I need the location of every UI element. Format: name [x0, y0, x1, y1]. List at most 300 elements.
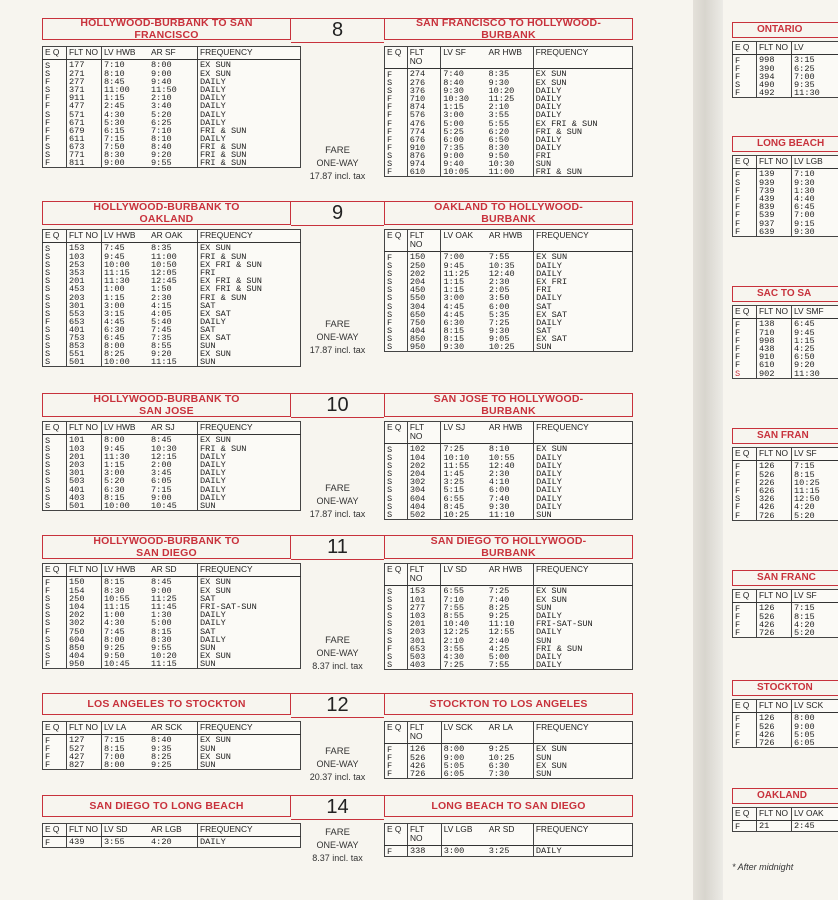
column-header: FLT NO	[67, 564, 102, 577]
table-cell: F	[45, 586, 51, 597]
table-cell: 10:00	[102, 358, 150, 367]
column-header: E Q	[43, 422, 67, 435]
table-cell: 6:45	[792, 203, 838, 211]
partial-route-section	[732, 570, 838, 639]
table-cell: 101	[407, 596, 441, 604]
table-cell: 874	[407, 103, 441, 111]
table-cell: 302	[407, 478, 441, 486]
table-row	[733, 361, 838, 369]
table-cell: 610	[407, 168, 441, 177]
route-title-return: LONG BEACH TO SAN DIEGO	[384, 795, 633, 817]
table-cell: EX FRI & SUN	[198, 277, 301, 285]
table-row	[385, 343, 633, 352]
table-header-row	[43, 422, 301, 435]
table-cell: 7:25	[488, 586, 510, 596]
table-cell: SAT	[198, 628, 301, 636]
table-cell: S	[45, 642, 51, 653]
table-header-row	[733, 808, 838, 821]
table-cell: 6:15	[102, 127, 150, 135]
table-cell: 726	[407, 770, 441, 779]
table-cell: DAILY	[198, 102, 301, 110]
table-cell: 6:05	[151, 476, 172, 487]
table-cell: 10:40	[441, 620, 487, 628]
table-row	[733, 65, 838, 73]
table-cell: 3:55	[488, 110, 510, 121]
table-cell: EX SUN	[198, 243, 301, 254]
table-cell: 8:25	[488, 603, 510, 614]
table-cell: 9:50	[488, 150, 510, 161]
column-header: AR HWB	[487, 230, 534, 252]
fare-type: ONE-WAY	[316, 840, 359, 850]
column-header: LV LA	[102, 722, 150, 735]
table-cell: 3:00	[441, 294, 487, 302]
table-cell: 12:50	[792, 495, 838, 503]
table-row	[733, 55, 838, 66]
column-header: LV LGB	[792, 156, 838, 169]
schedule-table	[384, 421, 633, 520]
table-row	[733, 353, 838, 361]
table-cell: 9:20	[151, 150, 172, 161]
table-cell: F	[387, 70, 393, 80]
column-header: FLT NO	[757, 156, 792, 169]
table-cell: 426	[757, 621, 792, 629]
table-cell: 4:20	[151, 837, 172, 847]
table-cell: 12:45	[151, 276, 177, 287]
table-cell: FRI	[533, 152, 632, 160]
table-cell: F	[45, 744, 51, 755]
column-header: FREQUENCY	[533, 824, 632, 846]
route-title-outbound: LOS ANGELES TO STOCKTON	[42, 693, 291, 715]
table-cell: F	[45, 101, 51, 112]
table-cell: 8:00	[102, 342, 150, 350]
table-row	[733, 345, 838, 353]
table-cell: 604	[407, 495, 441, 503]
table-cell: 10:30	[488, 159, 515, 170]
table-row	[733, 479, 838, 487]
table-cell: SUN	[198, 644, 301, 652]
table-cell: S	[387, 493, 393, 504]
table-cell: S	[387, 627, 393, 638]
table-cell: 2:10	[488, 102, 510, 113]
column-header: AR HWB	[487, 564, 534, 586]
route-title-outbound: HOLLYWOOD-BURBANK TO SAN FRANCISCO	[42, 18, 291, 40]
table-cell: EX SAT	[198, 334, 301, 342]
column-header: FREQUENCY	[533, 564, 632, 586]
table-cell: F	[735, 336, 741, 347]
table-cell: 6:30	[102, 486, 150, 494]
table-cell: F	[735, 486, 741, 497]
table-cell: S	[387, 333, 393, 344]
table-cell: 394	[757, 73, 792, 81]
table-cell: 673	[67, 143, 102, 151]
table-row	[385, 168, 633, 177]
table-header-row	[385, 47, 633, 69]
table-cell: SUN	[534, 343, 633, 352]
table-cell: F	[45, 578, 51, 588]
table-cell: F	[387, 126, 393, 137]
table-cell: 9:20	[151, 349, 172, 360]
table-cell: DAILY	[534, 503, 633, 511]
table-cell: EX SUN	[534, 252, 633, 263]
table-cell: 7:25	[488, 317, 510, 328]
table-cell: S	[45, 484, 51, 495]
schedule-table	[384, 563, 633, 670]
table-cell: DAILY	[534, 478, 633, 486]
table-cell: DAILY	[533, 111, 632, 119]
table-cell: 304	[407, 486, 441, 494]
table-cell: 353	[67, 269, 102, 277]
table-cell: 11:25	[488, 94, 515, 105]
table-cell: 3:55	[441, 645, 487, 653]
table-cell: 2:40	[488, 635, 510, 646]
table-cell: 226	[757, 479, 792, 487]
table-cell: 771	[67, 151, 102, 159]
table-cell: F	[45, 626, 51, 637]
table-cell: 539	[757, 211, 792, 219]
table-cell: 11:50	[151, 85, 177, 96]
table-cell: DAILY	[533, 103, 632, 111]
table-row	[43, 761, 301, 770]
column-header: E Q	[733, 306, 757, 319]
table-cell: 6:55	[441, 586, 487, 597]
table-cell: 9:30	[488, 501, 510, 512]
table-cell: 6:45	[792, 319, 838, 330]
table-cell: 404	[407, 503, 441, 511]
table-cell: 376	[407, 87, 441, 95]
table-cell: F	[735, 320, 741, 330]
table-cell: 8:15	[792, 613, 838, 621]
table-cell: 10:25	[792, 479, 838, 487]
table-row	[733, 329, 838, 337]
table-cell: 6:50	[488, 134, 510, 145]
table-cell: S	[45, 308, 51, 319]
table-cell: F	[387, 167, 393, 178]
table-cell: F	[45, 658, 51, 669]
table-cell: 6:05	[792, 739, 838, 748]
table-cell: 5:20	[102, 477, 150, 485]
column-header: E Q	[43, 47, 67, 60]
column-header: E Q	[385, 824, 408, 846]
route-number: 12	[291, 693, 384, 718]
table-cell: S	[387, 453, 393, 464]
table-row	[43, 660, 301, 669]
table-cell: 671	[67, 119, 102, 127]
table-cell: F	[387, 94, 393, 105]
table-cell: 10:25	[488, 342, 515, 353]
table-cell: DAILY	[198, 477, 301, 485]
column-header: AR LGB	[149, 824, 198, 837]
table-cell: 301	[407, 637, 441, 645]
table-cell: 750	[67, 628, 102, 636]
column-header: FREQUENCY	[198, 422, 301, 435]
table-cell: DAILY	[534, 294, 633, 302]
column-header: FLT NO	[757, 306, 792, 319]
table-cell: 6:05	[441, 770, 487, 779]
table-header-row	[385, 422, 633, 444]
table-cell: 7:10	[151, 125, 172, 136]
fare-type: ONE-WAY	[316, 759, 359, 769]
column-header: FREQUENCY	[534, 230, 633, 252]
table-cell: S	[45, 650, 51, 661]
table-cell: F	[735, 210, 741, 221]
table-cell: 853	[67, 342, 102, 350]
table-row	[43, 502, 301, 511]
table-cell: S	[45, 349, 51, 360]
table-cell: S	[45, 85, 51, 96]
table-cell: SUN	[198, 358, 301, 367]
partial-route-section	[732, 428, 838, 521]
table-cell: DAILY	[198, 119, 301, 127]
table-cell: 5:05	[792, 731, 838, 739]
table-cell: EX SUN	[533, 596, 632, 604]
table-row	[733, 81, 838, 89]
table-cell: S	[45, 284, 51, 295]
table-cell: 1:15	[102, 461, 150, 469]
table-cell: 8:00	[102, 636, 150, 644]
table-cell: 10:00	[102, 502, 150, 511]
table-cell: 910	[757, 353, 792, 361]
column-header: FREQUENCY	[534, 422, 633, 444]
column-header: LV SD	[441, 564, 487, 586]
table-cell: 726	[757, 512, 792, 521]
table-cell: 8:10	[151, 133, 172, 144]
table-cell: SUN	[533, 637, 632, 645]
table-cell: 604	[67, 636, 102, 644]
table-cell: 3:15	[102, 310, 150, 318]
table-cell: DAILY	[198, 78, 301, 86]
table-cell: 101	[67, 435, 102, 446]
table-cell: 301	[67, 469, 102, 477]
table-cell: 9:55	[151, 642, 172, 653]
table-cell: 9:30	[441, 87, 487, 95]
table-cell: S	[387, 150, 393, 161]
table-cell: F	[735, 722, 741, 733]
column-header: LV HWB	[102, 47, 150, 60]
table-cell: 21	[757, 821, 792, 832]
table-cell: DAILY	[534, 454, 633, 462]
table-cell: 11:15	[102, 269, 150, 277]
table-cell: 153	[67, 243, 102, 254]
fare-type: ONE-WAY	[316, 158, 359, 168]
table-cell: 338	[407, 846, 441, 857]
table-cell: 427	[67, 753, 102, 761]
table-cell: EX SUN	[198, 753, 301, 761]
table-cell: F	[45, 125, 51, 136]
table-cell: 8:25	[151, 752, 172, 763]
table-cell: S	[45, 452, 51, 463]
fare-label: FARE	[325, 827, 350, 838]
column-header: LV SF	[441, 47, 487, 69]
table-header-row	[385, 230, 633, 252]
table-cell: 4:30	[102, 619, 150, 627]
schedule-table	[732, 155, 838, 237]
table-cell: 403	[407, 661, 441, 670]
table-cell: 8:15	[151, 626, 172, 637]
table-cell: 7:50	[102, 143, 150, 151]
table-cell: 5:00	[151, 618, 172, 629]
table-cell: 4:20	[792, 503, 838, 511]
table-cell: EX SUN	[533, 762, 632, 770]
table-cell: SUN	[534, 511, 633, 520]
table-cell: 277	[407, 604, 441, 612]
table-cell: 553	[67, 310, 102, 318]
table-cell: 7:45	[102, 243, 150, 254]
table-cell: EX SUN	[533, 744, 632, 755]
table-cell: S	[387, 78, 393, 89]
table-cell: 271	[67, 70, 102, 78]
table-cell: F	[735, 218, 741, 229]
table-cell: F	[735, 738, 741, 749]
table-cell: 8:40	[441, 79, 487, 87]
table-cell: F	[45, 760, 51, 771]
table-cell: 4:45	[441, 311, 487, 319]
table-cell: 201	[407, 620, 441, 628]
table-cell: 9:45	[441, 262, 487, 270]
table-cell: FRI & SUN	[198, 253, 301, 261]
table-row	[733, 739, 838, 748]
table-cell: 2:10	[151, 93, 172, 104]
table-cell: 6:30	[488, 761, 510, 772]
table-cell: 7:15	[792, 603, 838, 614]
table-cell: 8:45	[441, 503, 487, 511]
route-title-outbound: HOLLYWOOD-BURBANK TO SAN DIEGO	[42, 535, 291, 559]
column-header: E Q	[385, 230, 408, 252]
table-header-row	[733, 156, 838, 169]
table-cell: 371	[67, 86, 102, 94]
table-cell: 710	[757, 329, 792, 337]
table-cell: F	[387, 847, 393, 857]
table-cell: F	[387, 142, 393, 153]
table-cell: S	[45, 276, 51, 287]
table-row	[733, 89, 838, 98]
table-cell: 304	[407, 303, 441, 311]
table-cell: 126	[757, 461, 792, 472]
fare-type: ONE-WAY	[316, 496, 359, 506]
table-row	[43, 837, 301, 848]
table-cell: 653	[67, 318, 102, 326]
table-cell: 6:00	[488, 485, 510, 496]
table-cell: S	[387, 509, 393, 520]
table-cell: 4:30	[441, 653, 487, 661]
table-cell: 6:30	[102, 326, 150, 334]
schedule-table	[732, 699, 838, 748]
column-header: E Q	[43, 230, 67, 243]
table-cell: S	[387, 261, 393, 272]
fare-info	[291, 826, 384, 865]
table-cell: S	[45, 602, 51, 613]
column-header: AR OAK	[149, 230, 198, 243]
table-cell: 3:55	[102, 837, 150, 848]
table-cell: 950	[67, 660, 102, 669]
table-cell: 5:00	[441, 120, 487, 128]
column-header: FREQUENCY	[198, 230, 301, 243]
table-cell: 8:45	[151, 435, 172, 445]
fare-price: 17.87 incl. tax	[309, 345, 366, 355]
table-cell: S	[45, 333, 51, 344]
table-cell: 9:00	[792, 723, 838, 731]
table-cell: 10:50	[151, 260, 177, 271]
table-cell: 526	[407, 754, 441, 762]
table-cell: 8:15	[102, 494, 150, 502]
table-cell: DAILY	[198, 135, 301, 143]
table-row	[385, 846, 633, 857]
table-cell: FRI-SAT-SUN	[198, 603, 301, 611]
column-header: FREQUENCY	[198, 824, 301, 837]
table-cell: 6:50	[792, 353, 838, 361]
table-row	[733, 723, 838, 731]
table-cell: F	[735, 328, 741, 339]
table-row	[385, 661, 633, 670]
route-title-outbound: HOLLYWOOD-BURBANK TO OAKLAND	[42, 201, 291, 225]
table-cell: 7:00	[792, 73, 838, 81]
fare-price: 20.37 incl. tax	[309, 772, 366, 782]
table-cell: 527	[67, 745, 102, 753]
column-header: FLT NO	[757, 42, 792, 55]
table-row	[733, 319, 838, 330]
table-cell: 3:25	[441, 478, 487, 486]
table-cell: EX FRI & SUN	[198, 261, 301, 269]
schedule-table	[42, 721, 301, 770]
table-cell: 839	[757, 203, 792, 211]
table-cell: F	[735, 226, 741, 237]
table-cell: 1:15	[102, 294, 150, 302]
table-cell: 2:05	[488, 285, 510, 296]
table-cell: 11:30	[102, 277, 150, 285]
column-header: FLT NO	[407, 564, 441, 586]
table-cell: 7:45	[151, 324, 172, 335]
route-title-return: SAN DIEGO TO HOLLYWOOD-BURBANK	[384, 535, 633, 559]
table-cell: EX SAT	[198, 310, 301, 318]
route-title-outbound: HOLLYWOOD-BURBANK TO SAN JOSE	[42, 393, 291, 417]
table-cell: 1:00	[102, 285, 150, 293]
column-header: FLT NO	[67, 722, 102, 735]
table-cell: 8:00	[102, 435, 150, 446]
route-header	[42, 201, 633, 226]
table-cell: S	[387, 277, 393, 288]
table-header-row	[733, 306, 838, 319]
table-cell: 439	[757, 195, 792, 203]
table-cell: S	[45, 500, 51, 511]
table-cell: 390	[757, 65, 792, 73]
table-cell: S	[45, 300, 51, 311]
table-cell: 8:30	[102, 587, 150, 595]
table-row	[733, 621, 838, 629]
table-cell: 277	[67, 78, 102, 86]
table-cell: 710	[407, 95, 441, 103]
table-cell: 4:20	[792, 621, 838, 629]
table-cell: 5:20	[151, 109, 172, 120]
table-cell: 492	[757, 89, 792, 98]
column-header: E Q	[43, 824, 67, 837]
column-header: FREQUENCY	[198, 564, 301, 577]
table-cell: 1:15	[792, 337, 838, 345]
table-cell: DAILY	[198, 486, 301, 494]
table-cell: F	[735, 344, 741, 355]
table-cell: DAILY	[198, 837, 301, 848]
table-cell: 3:00	[102, 469, 150, 477]
table-cell: 403	[67, 494, 102, 502]
table-cell: 2:00	[151, 460, 172, 471]
table-cell: DAILY	[198, 469, 301, 477]
table-cell: F	[735, 88, 741, 99]
table-cell: S	[45, 268, 51, 279]
table-cell: 7:15	[151, 484, 172, 495]
table-row	[385, 770, 633, 779]
table-cell: 9:00	[151, 69, 172, 80]
table-cell: 726	[757, 739, 792, 748]
table-cell: DAILY	[533, 846, 632, 857]
table-cell: 426	[757, 731, 792, 739]
